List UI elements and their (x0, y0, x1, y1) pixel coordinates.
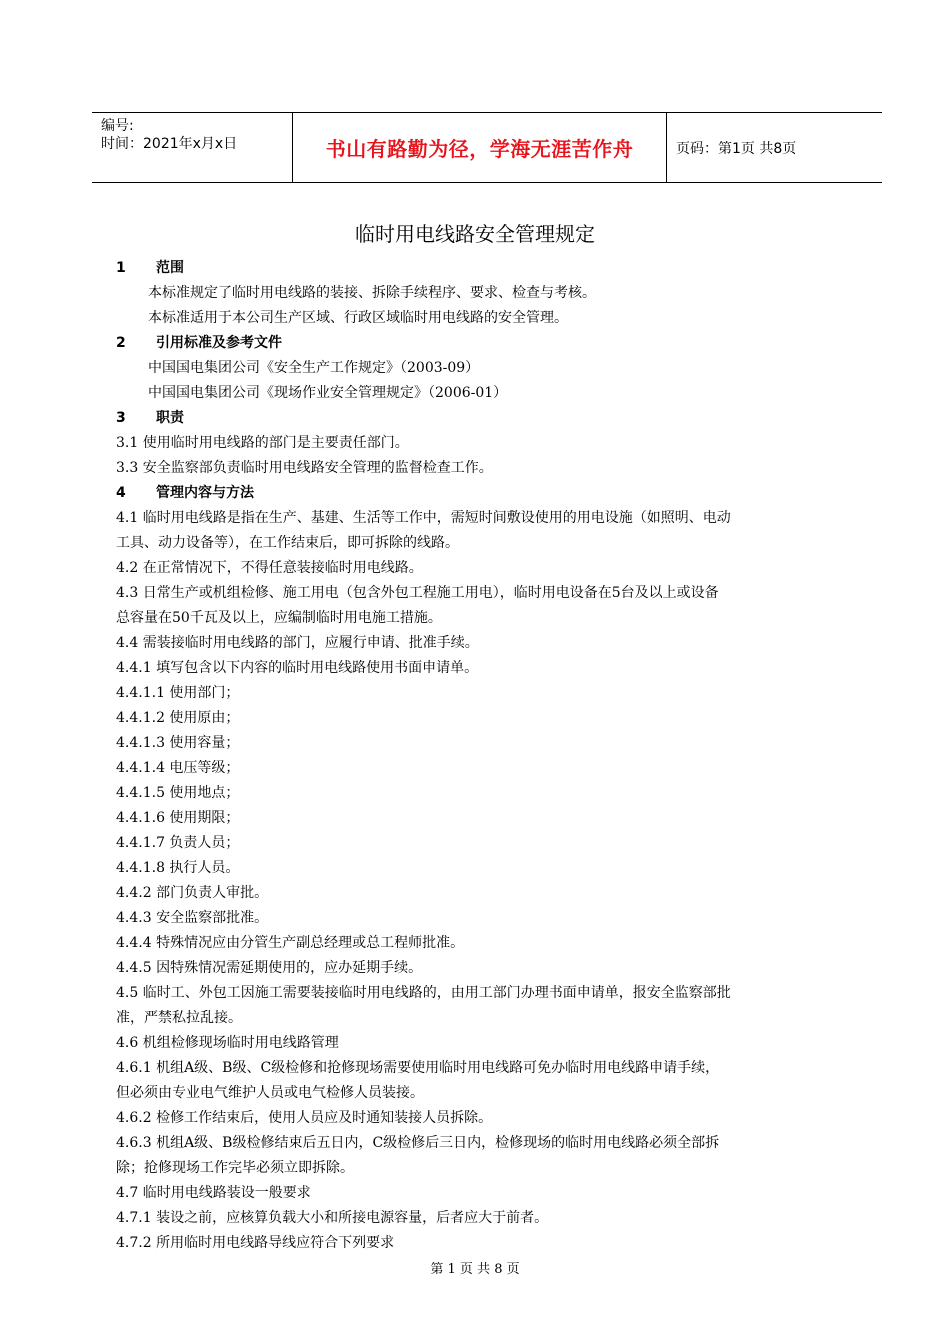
paragraph-line: 工具、动力设备等），在工作结束后，即可拆除的线路。 (116, 535, 459, 551)
section-heading (116, 406, 866, 431)
paragraph-line: 4.6.2 检修工作结束后，使用人员应及时通知装接人员拆除。 (116, 1110, 493, 1126)
paragraph-line: 3.1 使用临时用电线路的部门是主要责任部门。 (116, 435, 409, 451)
paragraph-line: 总容量在50千瓦及以上，应编制临时用电施工措施。 (116, 610, 442, 626)
section-number: 1 (116, 260, 126, 276)
page-footer: 第 1 页 共 8 页 (430, 1262, 520, 1277)
paragraph-line: 中国国电集团公司《现场作业安全管理规定》（2006-01） (148, 385, 508, 401)
paragraph-line: 4.1 临时用电线路是指在生产、基建、生活等工作中，需短时间敷设使用的用电设施（如照明、电动 (116, 510, 731, 526)
header-motto: 书山有路勤为径，学海无涯苦作舟 (325, 137, 634, 161)
paragraph-line: 4.4.1.8 执行人员。 (116, 860, 240, 876)
section-heading (116, 331, 866, 356)
header-page-label: 页码：第1页 共8页 (676, 140, 797, 157)
paragraph-line: 4.4.1.4 电压等级； (116, 760, 240, 776)
paragraph-line: 本标准规定了临时用电线路的装接、拆除手续程序、要求、检查与考核。 (148, 285, 596, 301)
paragraph-line: 4.7 临时用电线路装设一般要求 (116, 1185, 311, 1201)
paragraph-line: 4.6.1 机组A级、B级、C级检修和抢修现场需要使用临时用电线路可免办临时用电线路申请手续， (116, 1060, 720, 1076)
section-number: 3 (116, 410, 126, 426)
header-motto-cell (293, 113, 667, 182)
document-time-label: 时间：2021年x月x日 (101, 136, 238, 152)
paragraph-line: 4.3 日常生产或机组检修、施工用电（包含外包工程施工用电），临时用电设备在5台及以上或设备 (116, 585, 719, 601)
paragraph-line: 4.4.2 部门负责人审批。 (116, 885, 269, 901)
document-title: 临时用电线路安全管理规定 (355, 222, 595, 246)
paragraph-line: 但必须由专业电气维护人员或电气检修人员装接。 (116, 1085, 424, 1101)
section-title: 管理内容与方法 (156, 485, 254, 501)
paragraph-line: 4.4.3 安全监察部批准。 (116, 910, 269, 926)
paragraph-line: 3.3 安全监察部负责临时用电线路安全管理的监督检查工作。 (116, 460, 493, 476)
paragraph-line: 4.7.1 装设之前，应核算负载大小和所接电源容量，后者应大于前者。 (116, 1210, 549, 1226)
section-title: 职责 (156, 410, 184, 426)
paragraph-line: 4.4.1.3 使用容量； (116, 735, 240, 751)
section-title: 范围 (156, 260, 184, 276)
paragraph-line: 4.4.1.6 使用期限； (116, 810, 240, 826)
page-header (92, 112, 882, 183)
paragraph-line: 准，严禁私拉乱接。 (116, 1010, 242, 1026)
document-body (116, 256, 866, 1256)
section-heading (116, 256, 866, 281)
paragraph-line: 4.4.1.7 负责人员； (116, 835, 240, 851)
paragraph-line: 4.4.1 填写包含以下内容的临时用电线路使用书面申请单。 (116, 660, 479, 676)
header-page-cell (667, 113, 882, 182)
paragraph-line: 4.4.4 特殊情况应由分管生产副总经理或总工程师批准。 (116, 935, 465, 951)
document-number-label: 编号: (101, 118, 134, 134)
paragraph-line: 4.5 临时工、外包工因施工需要装接临时用电线路的，由用工部门办理书面申请单，报安全监察部批 (116, 985, 731, 1001)
paragraph-line: 4.6 机组检修现场临时用电线路管理 (116, 1035, 339, 1051)
paragraph-line: 4.4.1.1 使用部门； (116, 685, 240, 701)
paragraph-line: 4.4.5 因特殊情况需延期使用的，应办延期手续。 (116, 960, 423, 976)
section-heading (116, 481, 866, 506)
paragraph-line: 中国国电集团公司《安全生产工作规定》（2003-09） (148, 360, 480, 376)
paragraph-line: 4.4.1.2 使用原由； (116, 710, 240, 726)
section-title: 引用标准及参考文件 (156, 335, 282, 351)
paragraph-line: 本标准适用于本公司生产区域、行政区域临时用电线路的安全管理。 (148, 310, 568, 326)
section-number: 2 (116, 335, 126, 351)
paragraph-line: 4.4.1.5 使用地点； (116, 785, 240, 801)
paragraph-line: 4.2 在正常情况下，不得任意装接临时用电线路。 (116, 560, 423, 576)
paragraph-line: 4.7.2 所用临时用电线路导线应符合下列要求 (116, 1235, 395, 1251)
paragraph-line: 4.6.3 机组A级、B级检修结束后五日内，C级检修后三日内，检修现场的临时用电线路必须全部拆 (116, 1135, 720, 1151)
paragraph-line: 4.4 需装接临时用电线路的部门，应履行申请、批准手续。 (116, 635, 479, 651)
paragraph-line: 除；抢修现场工作完毕必须立即拆除。 (116, 1160, 354, 1176)
section-number: 4 (116, 485, 126, 501)
header-meta (92, 113, 293, 182)
